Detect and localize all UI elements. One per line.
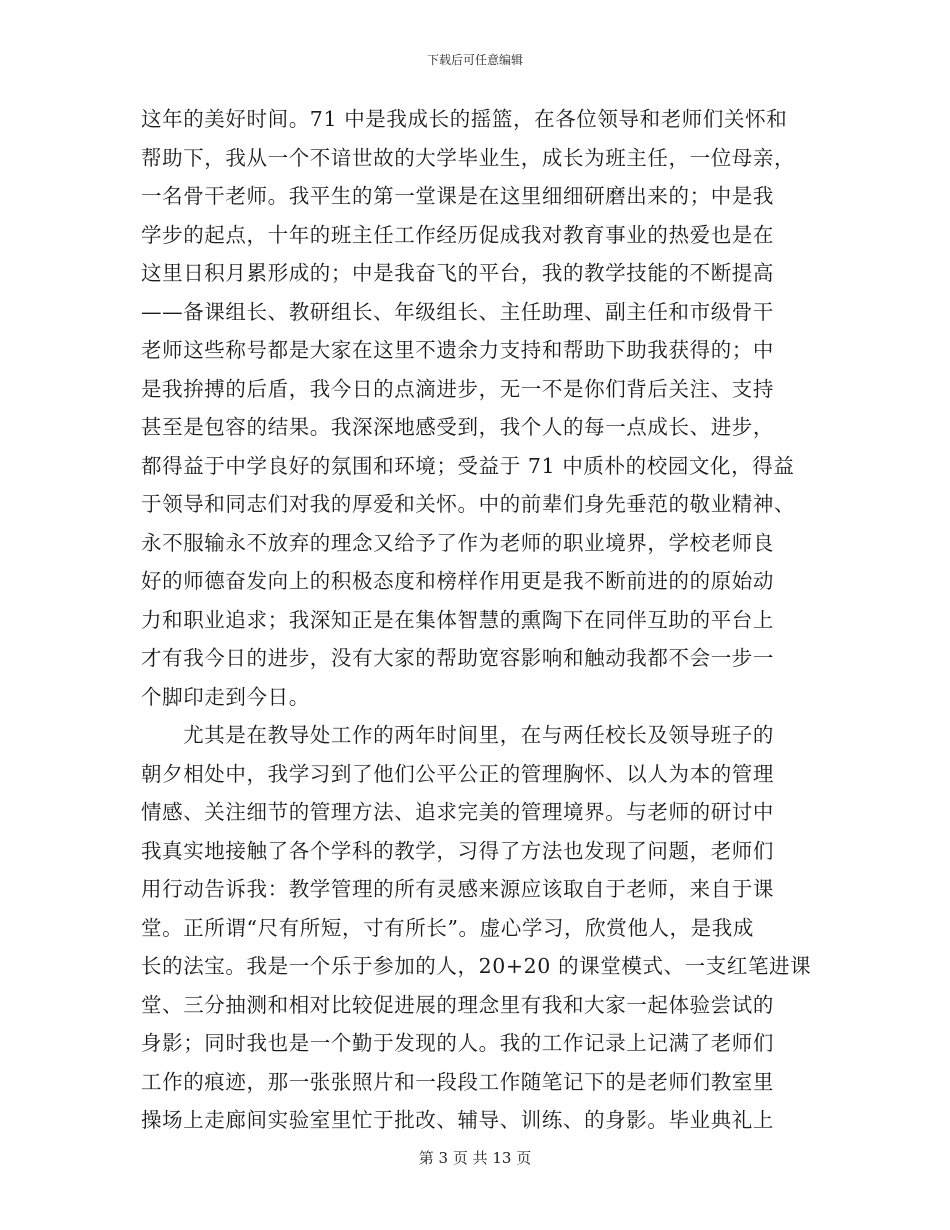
body-line: 老师这些称号都是大家在这里不遗余力支持和帮助下助我获得的；中: [141, 338, 774, 362]
body-line: 永不服输永不放弃的理念又给予了作为老师的职业境界，学校老师良: [141, 530, 774, 555]
body-line: 我真实地接触了各个学科的教学，习得了方法也发现了问题，老师们: [141, 838, 774, 863]
body-line: 个脚印走到今日。: [141, 684, 310, 709]
body-line: ——备课组长、教研组长、年级组长、主任助理、副主任和市级骨干: [141, 299, 774, 324]
body-line: 学步的起点，十年的班主任工作经历促成我对教育事业的热爱也是在: [141, 222, 774, 247]
page-header: 下载后可任意编辑: [426, 53, 523, 67]
body-line: 朝夕相处中，我学习到了他们公平公正的管理胸怀、以人为本的管理: [141, 761, 774, 786]
body-line: 好的师德奋发向上的积极态度和榜样作用更是我不断前进的的原始动: [141, 569, 774, 593]
body-line: 情感、关注细节的管理方法、追求完美的管理境界。与老师的研讨中: [141, 800, 774, 824]
body-line: 帮助下，我从一个不谙世故的大学毕业生，成长为班主任，一位母亲，: [141, 145, 796, 170]
body-line: 这里日积月累形成的；中是我奋飞的平台，我的教学技能的不断提高: [141, 261, 774, 285]
body-line: 是我拚搏的后盾，我今日的点滴进步，无一不是你们背后关注、支持: [141, 376, 774, 401]
body-line: 操场上走廊间实验室里忙于批改、辅导、训练、的身影。毕业典礼上: [141, 1108, 774, 1132]
body-line: 这年的美好时间。71 中是我成长的摇篮，在各位领导和老师们关怀和: [141, 107, 788, 131]
body-line: 堂。正所谓“尺有所短，寸有所长”。虚心学习，欣赏他人，是我成: [141, 915, 754, 940]
body-line: 用行动告诉我：教学管理的所有灵感来源应该取自于老师，来自于课: [141, 877, 774, 901]
body-line: 尤其是在教导处工作的两年时间里，在与两任校长及领导班子的: [141, 723, 774, 747]
body-line: 工作的痕迹，那一张张照片和一段段工作随笔记下的是老师们教室里: [141, 1069, 774, 1094]
body-line: 堂、三分抽测和相对比较促进展的理念里有我和大家一起体验尝试的: [141, 992, 774, 1017]
body-line: 甚至是包容的结果。我深深地感受到，我个人的每一点成长、进步，: [141, 415, 774, 439]
body-line: 身影；同时我也是一个勤于发现的人。我的工作记录上记满了老师们: [141, 1031, 774, 1055]
body-line: 一名骨干老师。我平生的第一堂课是在这里细细研磨出来的；中是我: [141, 184, 774, 208]
document-body: [141, 100, 811, 1140]
page-number: 第 3 页 共 13 页: [418, 1149, 532, 1167]
body-line: 于领导和同志们对我的厚爱和关怀。中的前辈们身先垂范的敬业精神、: [141, 492, 796, 516]
body-line: 才有我今日的进步，没有大家的帮助宽容影响和触动我都不会一步一: [141, 646, 774, 670]
body-line: 力和职业追求；我深知正是在集体智慧的熏陶下在同伴互助的平台上: [141, 607, 774, 632]
body-line: 长的法宝。我是一个乐于参加的人，20+20 的课堂模式、一支红笔进课: [141, 954, 812, 978]
body-line: 都得益于中学良好的氛围和环境；受益于 71 中质朴的校园文化，得益: [141, 453, 795, 478]
